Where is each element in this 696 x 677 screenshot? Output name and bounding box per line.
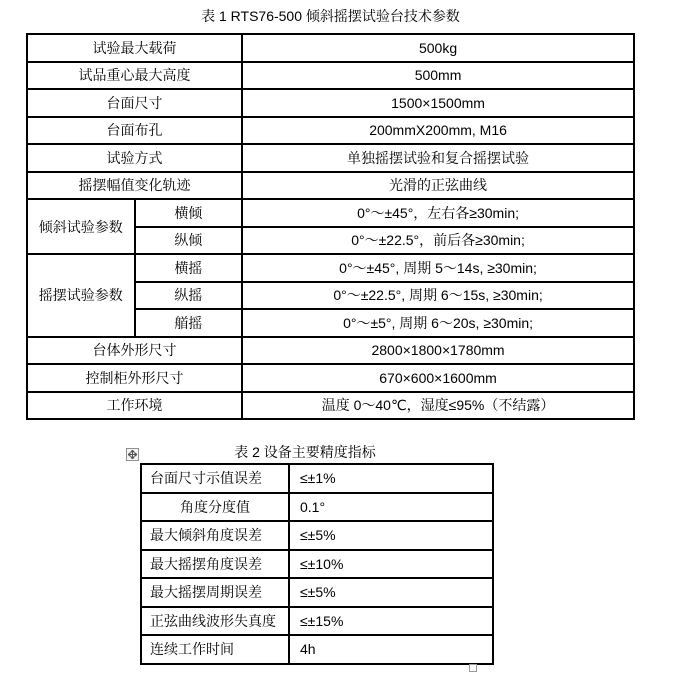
- table-move-handle[interactable]: [126, 448, 139, 461]
- table-row: [27, 144, 634, 172]
- spec-value: 670×600×1600mm: [242, 364, 634, 392]
- move-arrows-icon: [128, 450, 137, 459]
- table-row: [141, 607, 493, 636]
- precision-label: 最大摇摆周期误差: [141, 578, 289, 607]
- table-row: [141, 521, 493, 550]
- table-row: [27, 172, 634, 200]
- spec-value: 2800×1800×1780mm: [242, 337, 634, 365]
- table-row: [141, 635, 493, 664]
- table2-caption: 表 2 设备主要精度指标: [234, 444, 376, 460]
- spec-value: 单独摇摆试验和复合摇摆试验: [242, 144, 634, 172]
- spec-label: 台面尺寸: [27, 89, 242, 117]
- table-row: [27, 89, 634, 117]
- spec-value: 500mm: [242, 62, 634, 90]
- precision-value: 0.1°: [289, 493, 493, 522]
- spec-label: 台面布孔: [27, 117, 242, 145]
- precision-value: ≤±5%: [289, 578, 493, 607]
- spec-value: 0°～±22.5°, 周期 6～15s, ≥30min;: [242, 282, 634, 310]
- table-row: [141, 464, 493, 493]
- spec-value: 温度 0～40℃，湿度≤95%（不结露）: [242, 392, 634, 420]
- spec-label: 试品重心最大高度: [27, 62, 242, 90]
- spec-value: 0°～±22.5°，前后各≥30min;: [242, 227, 634, 255]
- table-row: [27, 392, 634, 420]
- table-row: [27, 364, 634, 392]
- table1-specs: [26, 33, 635, 420]
- precision-value: ≤±10%: [289, 550, 493, 579]
- spec-label: 控制柜外形尺寸: [27, 364, 242, 392]
- spec-label: 工作环境: [27, 392, 242, 420]
- precision-value: ≤±15%: [289, 607, 493, 636]
- table-row: [27, 254, 634, 282]
- spec-group-label: 倾斜试验参数: [27, 199, 135, 254]
- precision-value: ≤±1%: [289, 464, 493, 493]
- table-row: [27, 337, 634, 365]
- table-row: [141, 493, 493, 522]
- spec-label: 台体外形尺寸: [27, 337, 242, 365]
- precision-value: 4h: [289, 635, 493, 664]
- table-row: [27, 199, 634, 227]
- table1-caption: 表 1 RTS76-500 倾斜摇摆试验台技术参数: [201, 8, 460, 24]
- spec-sublabel: 横摇: [135, 254, 243, 282]
- table-row: [141, 550, 493, 579]
- spec-label: 摇摆幅值变化轨迹: [27, 172, 242, 200]
- table-row: [27, 62, 634, 90]
- table-row: [27, 117, 634, 145]
- precision-label: 正弦曲线波形失真度: [141, 607, 289, 636]
- precision-label: 角度分度值: [141, 493, 289, 522]
- precision-label: 最大摇摆角度误差: [141, 550, 289, 579]
- table2-precision: [140, 463, 494, 665]
- precision-label: 连续工作时间: [141, 635, 289, 664]
- spec-group-label: 摇摆试验参数: [27, 254, 135, 337]
- spec-sublabel: 纵摇: [135, 282, 243, 310]
- spec-value: 0°～±45°，左右各≥30min;: [242, 199, 634, 227]
- precision-value: ≤±5%: [289, 521, 493, 550]
- precision-label: 最大倾斜角度误差: [141, 521, 289, 550]
- table-resize-handle[interactable]: [469, 664, 477, 672]
- spec-label: 试验最大载荷: [27, 34, 242, 62]
- spec-value: 500kg: [242, 34, 634, 62]
- spec-value: 光滑的正弦曲线: [242, 172, 634, 200]
- spec-value: 0°～±45°, 周期 5～14s, ≥30min;: [242, 254, 634, 282]
- spec-value: 1500×1500mm: [242, 89, 634, 117]
- spec-value: 0°～±5°, 周期 6～20s, ≥30min;: [242, 309, 634, 337]
- precision-label: 台面尺寸示值误差: [141, 464, 289, 493]
- spec-sublabel: 横倾: [135, 199, 243, 227]
- spec-value: 200mmX200mm, M16: [242, 117, 634, 145]
- spec-sublabel: 纵倾: [135, 227, 243, 255]
- table-row: [27, 34, 634, 62]
- spec-label: 试验方式: [27, 144, 242, 172]
- spec-sublabel: 艏摇: [135, 309, 243, 337]
- table-row: [141, 578, 493, 607]
